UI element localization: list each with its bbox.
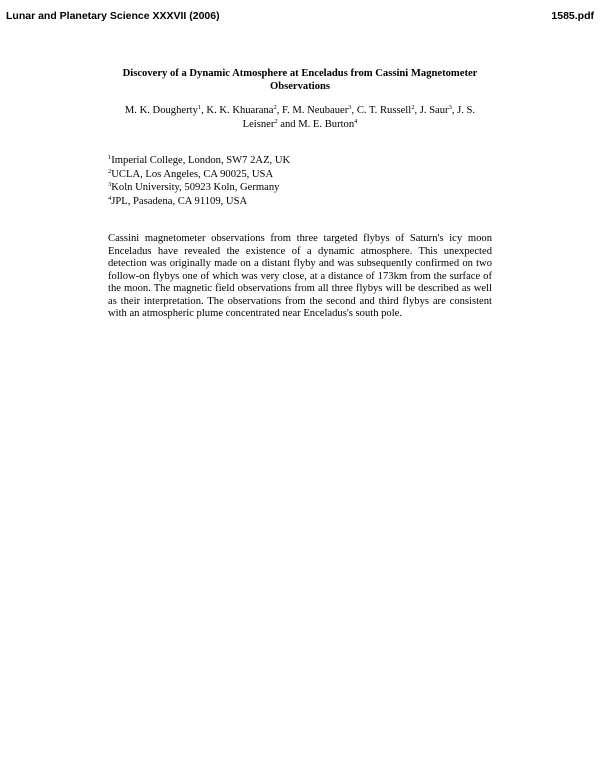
paper-title <box>100 67 500 93</box>
author-separator: and <box>277 118 299 130</box>
affiliation-item <box>108 168 492 182</box>
author-name: M. E. Burton <box>298 118 355 130</box>
author-name: M. K. Dougherty <box>124 105 198 116</box>
author-affiliation-mark: 2 <box>411 104 415 111</box>
author-list <box>108 104 492 131</box>
title-line: Discovery of a Dynamic Atmosphere at Enceladus from Cassini Magnetometer <box>122 68 478 79</box>
author-name: J. Saur <box>419 105 449 116</box>
affiliation-text: Imperial College, London, SW7 2AZ, UK <box>111 155 291 166</box>
author-affiliation-mark: 1 <box>197 104 202 111</box>
affiliation-text: JPL, Pasadena, CA 91109, USA <box>111 195 248 207</box>
author-separator: , <box>414 105 420 116</box>
author-name: F. M. Neubauer <box>282 105 349 116</box>
author-name: C. T. Russell <box>356 105 412 116</box>
affiliation-item <box>108 181 492 195</box>
abstract-paragraph: Cassini magnetometer observations from three targeted flybys of Saturn's icy moon Enceladus have revealed the existence of a dynamic atmosphere. This unexpected detection was originally made on a distant flyby and was subsequently confirmed on two follow-on flybys one of which was very close, at a distance of 173km from the surface of the moon. The magnetic field observations from all three flybys will be described as well as their interpretation. The observations from the second and third flybys are consistent with an atmospheric plume concentrated near Enceladus's south pole. <box>108 233 492 319</box>
author-affiliation-mark: 3 <box>448 104 452 111</box>
author-affiliation-mark: 4 <box>354 117 358 125</box>
author-separator: , <box>201 105 207 116</box>
affiliation-item <box>108 195 492 209</box>
author-separator: , <box>451 105 458 116</box>
author-affiliation-mark: 3 <box>348 104 352 111</box>
author-affiliation-mark: 2 <box>273 104 277 111</box>
affiliation-list <box>108 154 492 208</box>
affiliation-mark: 4 <box>108 194 112 202</box>
running-header <box>6 9 594 23</box>
affiliation-mark: 2 <box>108 167 112 175</box>
author-name: K. K. Khuarana <box>206 105 274 116</box>
author-name: J. S. Leisner <box>242 105 476 130</box>
author-separator: , <box>351 105 357 116</box>
affiliation-mark: 3 <box>108 181 112 188</box>
title-line: Observations <box>269 81 331 92</box>
affiliation-item <box>108 154 492 168</box>
author-affiliation-mark: 2 <box>274 117 278 125</box>
affiliation-text: UCLA, Los Angeles, CA 90025, USA <box>111 168 274 180</box>
affiliation-text: Koln University, 50923 Koln, Germany <box>111 182 280 193</box>
journal-name: Lunar and Planetary Science XXXVII (2006) <box>6 10 220 22</box>
author-separator: , <box>276 105 283 116</box>
affiliation-mark: 1 <box>108 154 112 161</box>
file-id: 1585.pdf <box>551 10 594 22</box>
